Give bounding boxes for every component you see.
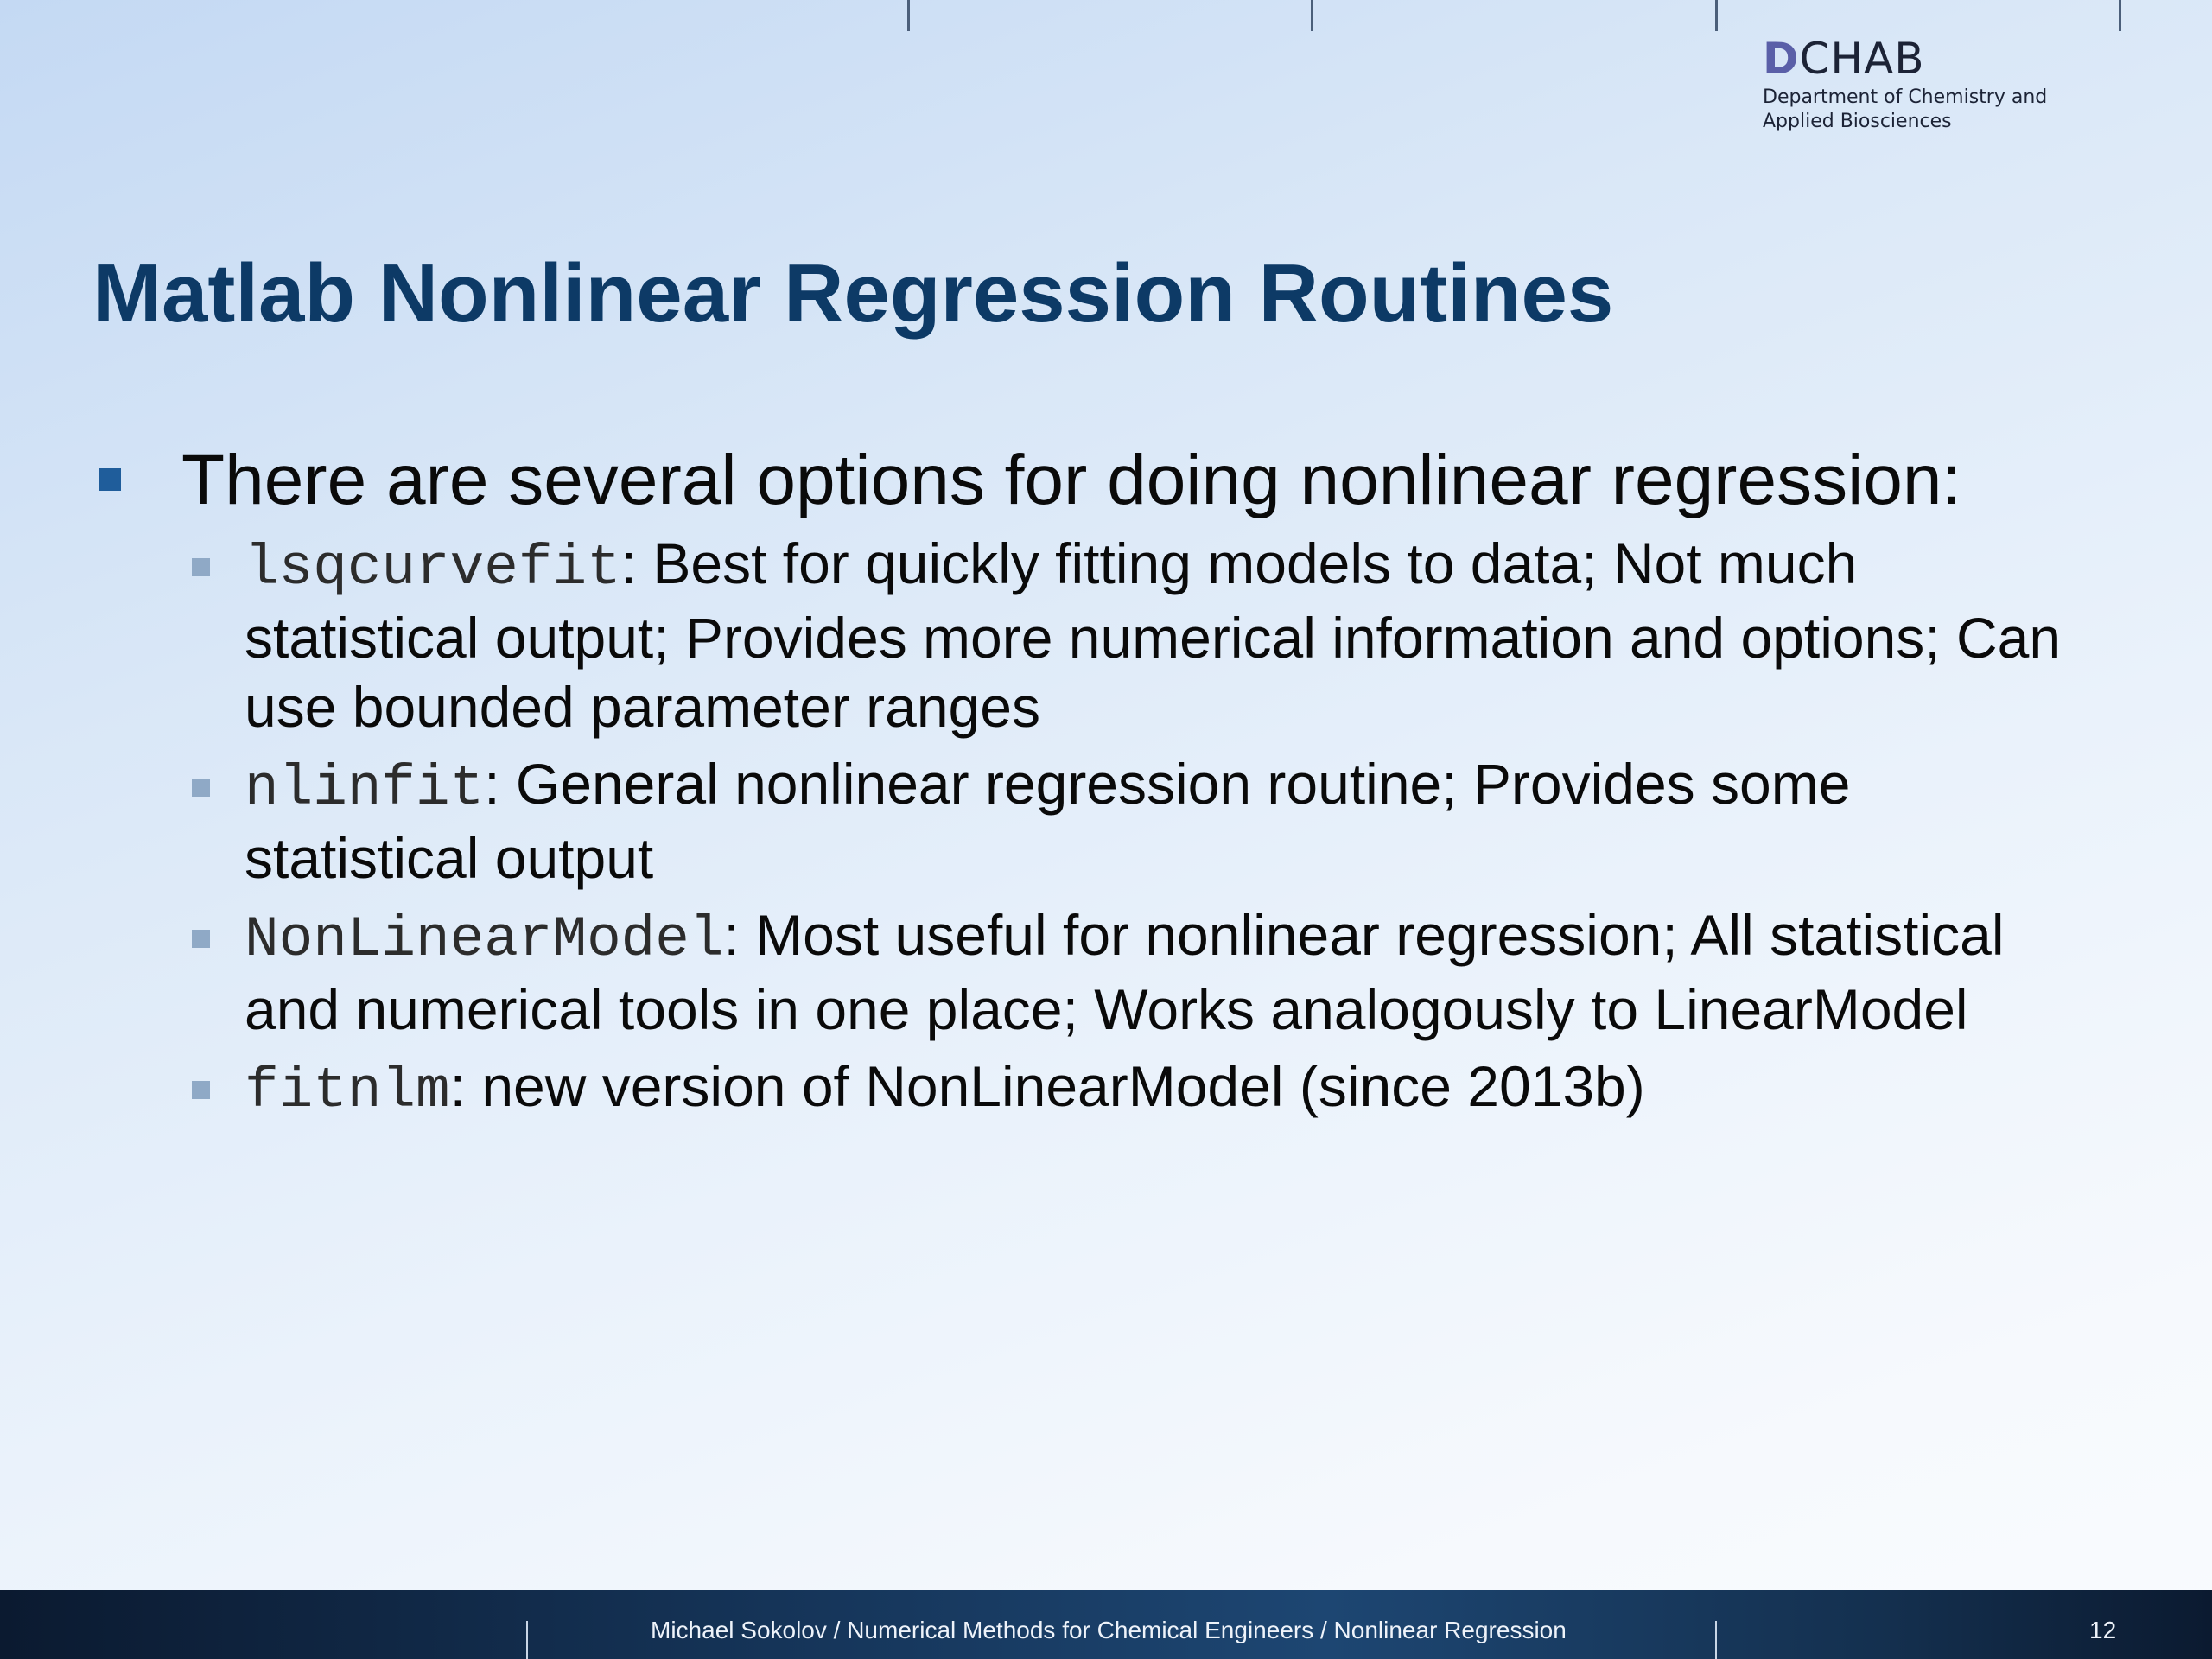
function-name-code: lsqcurvefit xyxy=(245,536,621,601)
footer-divider xyxy=(1715,1621,1717,1659)
slide-title: Matlab Nonlinear Regression Routines xyxy=(92,247,1614,340)
top-divider-tick xyxy=(1311,0,1313,31)
sub-bullet-text: : Most useful for nonlinear regression; All statistical and numerical tools in one place; Works analogously to LinearModel xyxy=(245,903,2005,1041)
logo-department-line1: Department of Chemistry and xyxy=(1763,86,2048,108)
top-divider-tick xyxy=(1715,0,1718,31)
square-bullet-icon xyxy=(192,779,210,797)
logo-mark-chab: CHAB xyxy=(1799,34,1925,84)
sub-bullet-fitnlm xyxy=(0,1052,2094,1126)
logo-mark xyxy=(1763,33,2047,85)
function-name-code: fitnlm xyxy=(245,1058,450,1123)
sub-bullet-nlinfit xyxy=(0,749,2094,893)
sub-bullet-text: : Best for quickly fitting models to data; Not much statistical output; Provides more numerical information and options; Can use bounded parameter ranges xyxy=(245,531,2062,739)
top-divider-tick xyxy=(2119,0,2121,31)
footer-divider xyxy=(526,1621,528,1659)
sub-bullet-lsqcurvefit xyxy=(0,529,2094,741)
dchab-logo xyxy=(1763,33,2047,133)
sub-bullet-nonlinearmodel xyxy=(0,900,2094,1044)
logo-mark-d: D xyxy=(1763,34,1800,84)
square-bullet-icon xyxy=(192,558,210,576)
square-bullet-icon xyxy=(192,1081,210,1099)
main-bullet-item xyxy=(0,432,2212,529)
top-divider-tick xyxy=(907,0,910,31)
square-bullet-icon xyxy=(192,930,210,948)
logo-department-line2: Applied Biosciences xyxy=(1763,111,1952,132)
sub-bullet-text: : General nonlinear regression routine; Provides some statistical output xyxy=(245,752,1851,890)
footer-text: Michael Sokolov / Numerical Methods for Chemical Engineers / Nonlinear Regression xyxy=(651,1617,1567,1643)
function-name-code: nlinfit xyxy=(245,756,485,821)
main-bullet-text: There are several options for doing nonlinear regression: xyxy=(181,441,1962,519)
slide-content xyxy=(0,432,2212,1134)
slide-footer xyxy=(0,1590,2212,1659)
page-number: 12 xyxy=(2089,1617,2117,1643)
square-bullet-icon xyxy=(99,468,121,491)
sub-bullet-list xyxy=(0,529,2212,1126)
function-name-code: NonLinearModel xyxy=(245,907,724,972)
sub-bullet-text: : new version of NonLinearModel (since 2013b) xyxy=(449,1054,1645,1118)
